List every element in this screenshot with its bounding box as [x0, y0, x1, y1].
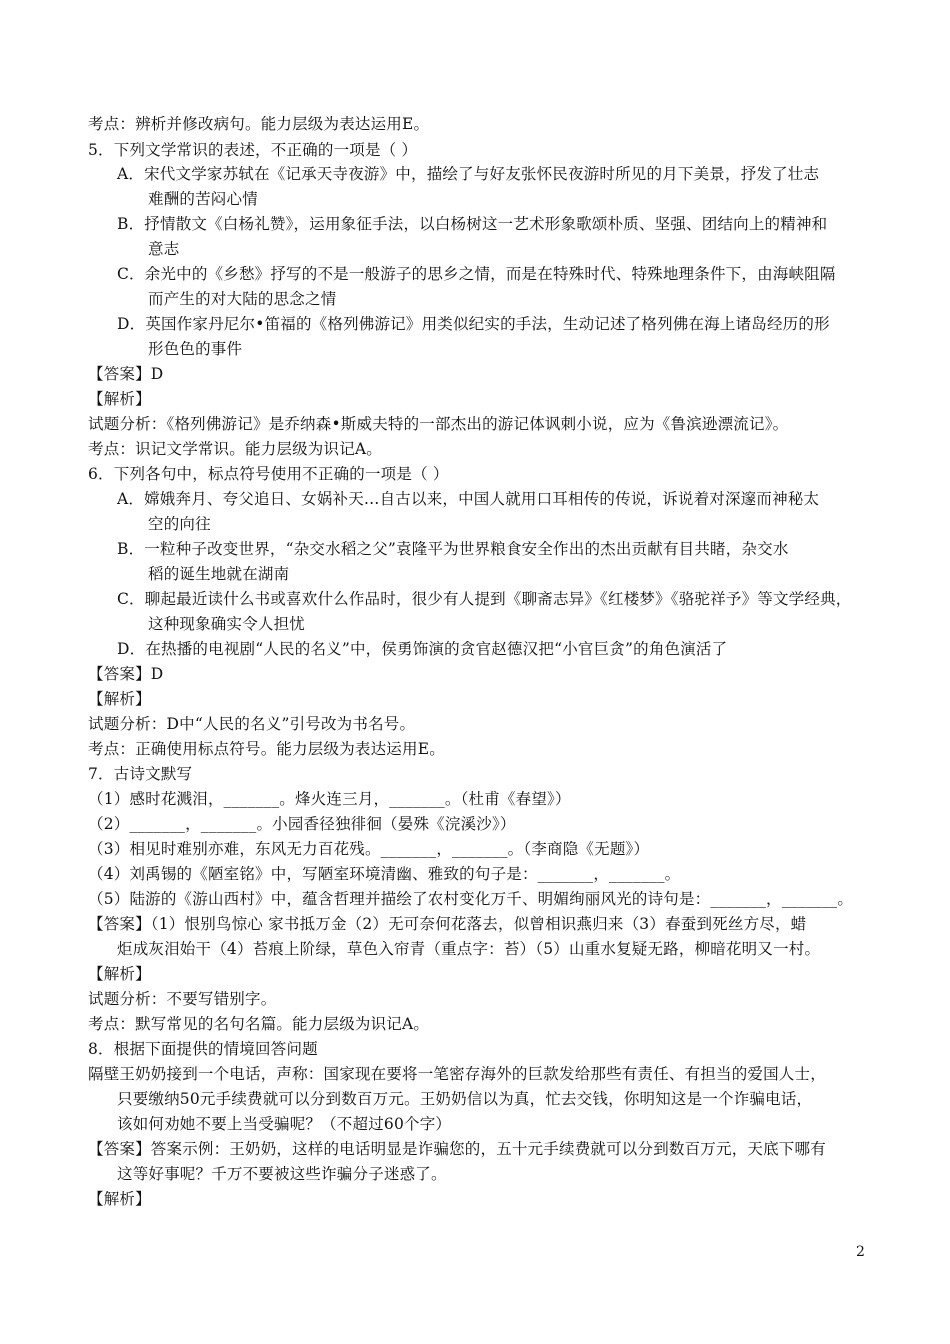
q7-item-5: （5）陆游的《游山西村》中，蕴含哲理并描绘了农村变化万千、明媚绚丽风光的诗句是：_______，_______。: [88, 890, 854, 908]
q6-option-c: C．聊起最近读什么书或喜欢什么作品时，很少有人提到《聊斋志异》《红楼梦》《骆驼祥予》等文学经典，: [117, 590, 852, 608]
q5-option-d-cont: 形色色的事件: [148, 340, 243, 358]
q7-answer: 【答案】（1）恨别鸟惊心 家书抵万金（2）无可奈何花落去，似曾相识燕归来（3）春蚕到死丝方尽，蜡: [88, 915, 807, 933]
q8-jiexi: 【解析】: [88, 1190, 151, 1208]
q8-scenario-cont-2: 该如何劝她不要上当受骗呢？（不超过60个字）: [117, 1115, 452, 1133]
q7-item-2: （2）_______，_______。小园香径独徘徊（晏殊《浣溪沙》）: [88, 815, 516, 833]
page-number: 2: [856, 1244, 865, 1260]
q7-stem: 7．古诗文默写: [88, 765, 193, 783]
q6-stem: 6．下列各句中，标点符号使用不正确的一项是（ ）: [88, 465, 449, 483]
q6-option-a-cont: 空的向往: [148, 515, 211, 533]
q7-item-3: （3）相见时难别亦难，东风无力百花残。_______，_______。（李商隐《无题》）: [88, 840, 650, 858]
q7-item-1: （1）感时花溅泪，_______。烽火连三月，_______。（杜甫《春望》）: [88, 790, 571, 808]
q7-kaodian: 考点：默写常见的名句名篇。能力层级为识记A。: [88, 1015, 430, 1033]
q7-jiexi: 【解析】: [88, 965, 151, 983]
q6-answer: 【答案】D: [88, 665, 164, 683]
q8-scenario-cont-1: 只要缴纳50元手续费就可以分到数百万元。王奶奶信以为真，忙去交钱，你明知这是一个诈骗电话，: [117, 1090, 813, 1108]
q8-answer-cont: 这等好事呢？千万不要被这些诈骗分子迷惑了。: [117, 1165, 447, 1183]
q5-option-c-cont: 而产生的对大陆的思念之情: [148, 290, 337, 308]
q6-option-b: B．一粒种子改变世界，“杂交水稻之父”袁隆平为世界粮食安全作出的杰出贡献有目共睹，杂交水: [117, 540, 789, 558]
q5-answer: 【答案】D: [88, 365, 164, 383]
q6-option-d: D．在热播的电视剧“人民的名义”中，侯勇饰演的贪官赵德汉把“小官巨贪”的角色演活了: [117, 640, 728, 658]
q6-option-c-cont: 这种现象确实令人担忧: [148, 615, 306, 633]
q8-answer: 【答案】答案示例：王奶奶，这样的电话明显是诈骗您的，五十元手续费就可以分到数百万元，天底下哪有: [88, 1140, 826, 1158]
q8-scenario: 隔壁王奶奶接到一个电话，声称：国家现在要将一笔密存海外的巨款发给那些有责任、有担当的爱国人士，: [88, 1065, 826, 1083]
q6-option-b-cont: 稻的诞生地就在湖南: [148, 565, 290, 583]
q5-option-b-cont: 意志: [148, 240, 180, 258]
q7-answer-cont: 炬成灰泪始干（4）苔痕上阶绿，草色入帘青（重点字：苔）（5）山重水复疑无路，柳暗花明又一村。: [117, 940, 821, 958]
q5-option-a: A．宋代文学家苏轼在《记承天寺夜游》中，描绘了与好友张怀民夜游时所见的月下美景，抒发了壮志: [117, 165, 820, 183]
q5-jiexi: 【解析】: [88, 390, 151, 408]
q5-option-d: D．英国作家丹尼尔•笛福的《格列佛游记》用类似纪实的手法，生动记述了格列佛在海上诸岛经历的形: [117, 315, 830, 333]
q4-kaodian: 考点：辨析并修改病句。能力层级为表达运用E。: [88, 115, 430, 133]
q7-analysis: 试题分析：不要写错别字。: [88, 990, 277, 1008]
q6-kaodian: 考点：正确使用标点符号。能力层级为表达运用E。: [88, 740, 445, 758]
q6-option-a: A．嫦娥奔月、夸父追日、女娲补天…自古以来，中国人就用口耳相传的传说，诉说着对深邃而神秘太: [117, 490, 820, 508]
q8-stem: 8．根据下面提供的情境回答问题: [88, 1040, 318, 1058]
q5-option-c: C．余光中的《乡愁》抒写的不是一般游子的思乡之情，而是在特殊时代、特殊地理条件下，由海峡阻隔: [117, 265, 836, 283]
q5-stem: 5．下列文学常识的表述，不正确的一项是（ ）: [88, 141, 418, 159]
q5-option-b: B．抒情散文《白杨礼赞》，运用象征手法，以白杨树这一艺术形象歌颂朴质、坚强、团结向上的精神和: [117, 215, 828, 233]
q5-option-a-cont: 难酬的苦闷心情: [148, 190, 258, 208]
q7-item-4: （4）刘禹锡的《陋室铭》中，写陋室环境清幽、雅致的句子是：_______，_______。: [88, 865, 681, 883]
q6-jiexi: 【解析】: [88, 690, 151, 708]
q6-analysis: 试题分析：D中“人民的名义”引号改为书名号。: [88, 715, 416, 733]
q5-analysis: 试题分析：《格列佛游记》是乔纳森•斯威夫特的一部杰出的游记体讽刺小说，应为《鲁滨逊漂流记》。: [88, 415, 789, 433]
q5-kaodian: 考点：识记文学常识。能力层级为识记A。: [88, 440, 382, 458]
